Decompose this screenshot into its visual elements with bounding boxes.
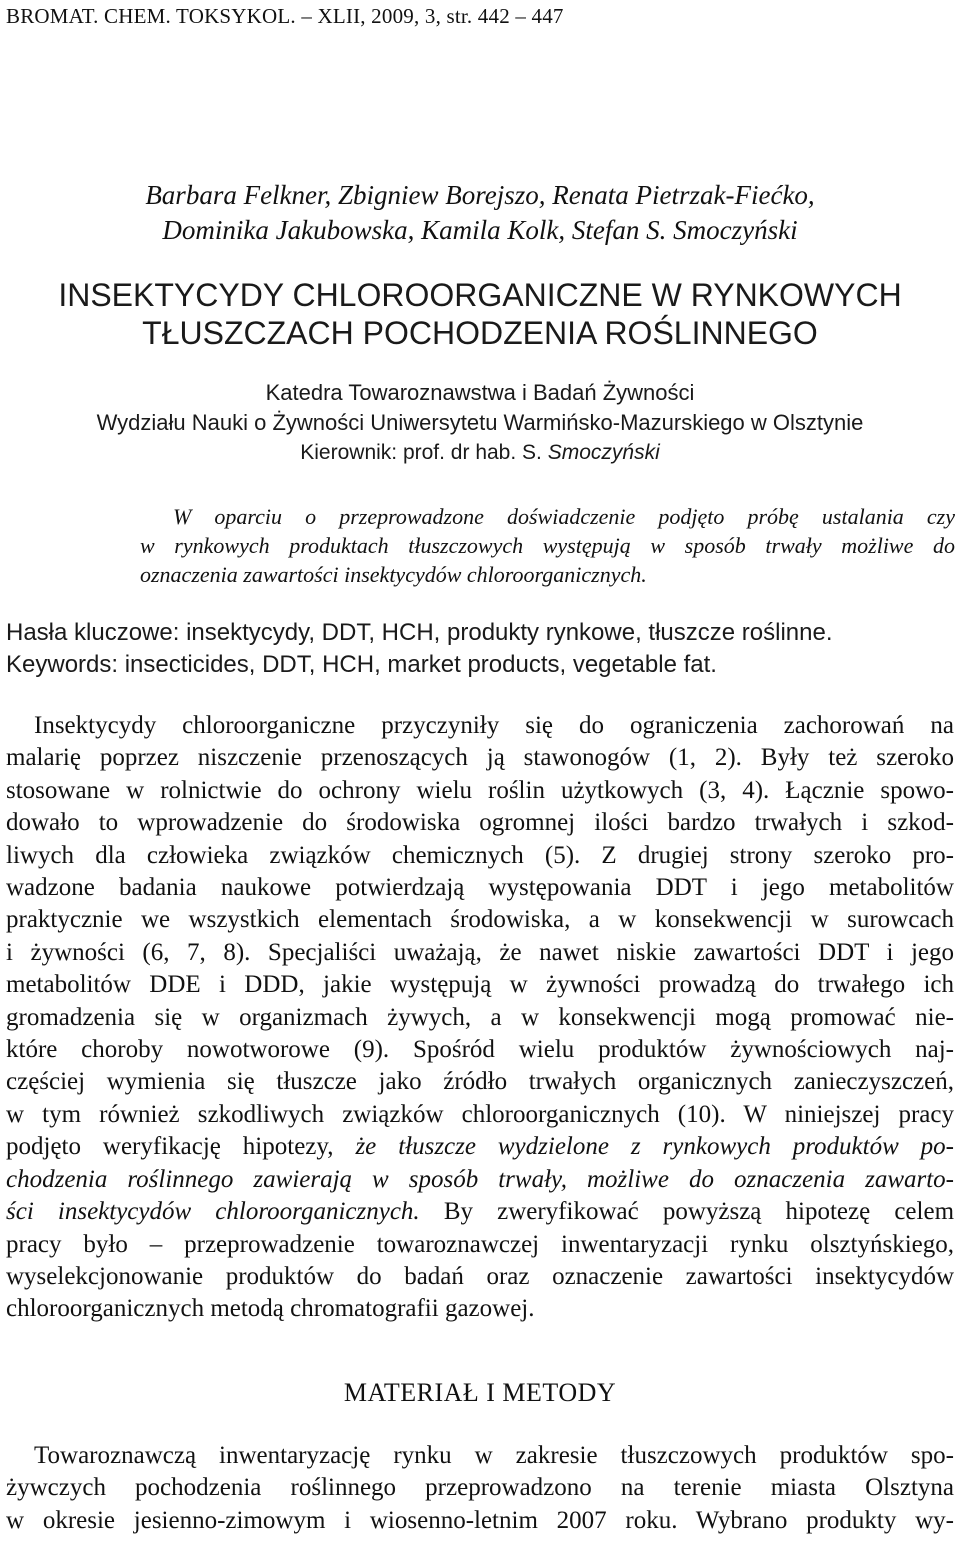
body-line: Towaroznawczą inwentaryzację rynku w zakresie tłuszczowych produktów spo- [34,1442,954,1469]
body-line: wadzone badania naukowe potwierdzają występowania DDT i jego metabolitów [6,874,954,902]
body-line: praktycznie we wszystkich elementach środowiska, a w konsekwencji w surowcach [6,906,954,934]
body-line: żywczych pochodzenia roślinnego przeprowadzono na terenie miasta Olsztyna [6,1474,954,1502]
keywords-english: Keywords: insecticides, DDT, HCH, market products, vegetable fat. [6,651,717,678]
methods-paragraph [6,1440,954,1537]
abstract-line-3: oznaczenia zawartości insektycydów chloroorganicznych. [140,562,647,587]
abstract-line-1: W oparciu o przeprowadzone doświadczenie podjęto próbę ustalania czy [173,504,955,529]
department-head-name: Smoczyński [547,441,660,464]
article-title [0,276,960,352]
affiliation-department: Katedra Towaroznawstwa i Badań Żywności [265,380,695,405]
body-line: wyselekcjonowanie produktów do badań oraz oznaczenie zawartości insektycydów [6,1262,954,1290]
title-line-1: INSEKTYCYDY CHLOROORGANICZNE W RYNKOWYCH [58,277,902,313]
abstract [140,502,955,589]
body-text-run: podjęto weryfikację hipotezy, [6,1133,334,1161]
body-text-run: By zweryfikować powyższą hipotezę celem [443,1198,955,1226]
department-head-prefix: Kierownik: prof. dr hab. S. [300,441,542,464]
keywords [6,617,833,681]
body-line: w tym również szkodliwych związków chloroorganicznych (10). W niniejszej pracy [6,1100,954,1128]
body-line: w okresie jesienno-zimowym i wiosenno-letnim 2007 roku. Wybrano produkty wy- [6,1506,954,1534]
body-line: dowało to wprowadzenie do środowiska ogromnej ilości bardzo trwałych i szkod- [6,809,954,837]
hypothesis-text: że tłuszcze wydzielone z rynkowych produktów po- [355,1133,955,1161]
body-line: pracy było – przeprowadzenie towaroznawczej inwentaryzacji rynku olsztyńskiego, [6,1230,954,1258]
body-line [6,1196,954,1228]
body-line: liwych dla człowieka związków chemicznych (5). Z drugiej strony szeroko pro- [6,841,954,869]
department-head [0,438,960,468]
body-line: chloroorganicznych metodą chromatografii gazowej. [6,1295,535,1323]
affiliation-faculty: Wydziału Nauki o Żywności Uniwersytetu Warmińsko-Mazurskiego w Olsztynie [96,410,864,435]
keywords-polish: Hasła kluczowe: insektycydy, DDT, HCH, produkty rynkowe, tłuszcze roślinne. [6,619,833,646]
journal-header: BROMAT. CHEM. TOKSYKOL. – XLII, 2009, 3, str. 442 – 447 [6,4,564,28]
hypothesis-text: chodzenia roślinnego zawierają w sposób trwały, możliwe do oznaczenia zawarto- [6,1165,954,1193]
body-line [6,1164,954,1196]
hypothesis-text: ści insektycydów chloroorganicznych. [6,1198,420,1226]
authors-line-2: Dominika Jakubowska, Kamila Kolk, Stefan S. Smoczyński [162,215,798,245]
body-line: malarię poprzez niszczenie przenoszących ją stawonogów (1, 2). Były też szeroko [6,744,954,772]
author-list [0,178,960,248]
body-line: które choroby nowotworowe (9). Spośród wielu produktów żywnościowych naj- [6,1036,954,1064]
body-line: i żywności (6, 7, 8). Specjaliści uważają, że nawet niskie zawartości DDT i jego [6,938,954,966]
body-line: metabolitów DDE i DDD, jakie występują w żywności prowadzą do trwałego ich [6,971,954,999]
body-line: Insektycydy chloroorganiczne przyczyniły się do ograniczenia zachorowań na [34,712,954,739]
body-line: stosowane w rolnictwie do ochrony wielu roślin użytkowych (3, 4). Łącznie spowo- [6,776,954,804]
section-heading-methods: MATERIAŁ I METODY [343,1378,617,1407]
affiliation [0,378,960,468]
body-line: gromadzenia się w organizmach żywych, a w konsekwencji mogą promować nie- [6,1003,954,1031]
abstract-line-2: w rynkowych produktach tłuszczowych występują w sposób trwały możliwe do [140,533,955,558]
body-line [6,1131,954,1163]
title-line-2: TŁUSZCZACH POCHODZENIA ROŚLINNEGO [142,315,818,351]
introduction-paragraph [6,710,954,1326]
authors-line-1: Barbara Felkner, Zbigniew Borejszo, Renata Pietrzak-Fiećko, [145,180,815,210]
body-line: częściej wymienia się tłuszcze jako źródło trwałych organicznych zanieczyszczeń, [6,1068,954,1096]
